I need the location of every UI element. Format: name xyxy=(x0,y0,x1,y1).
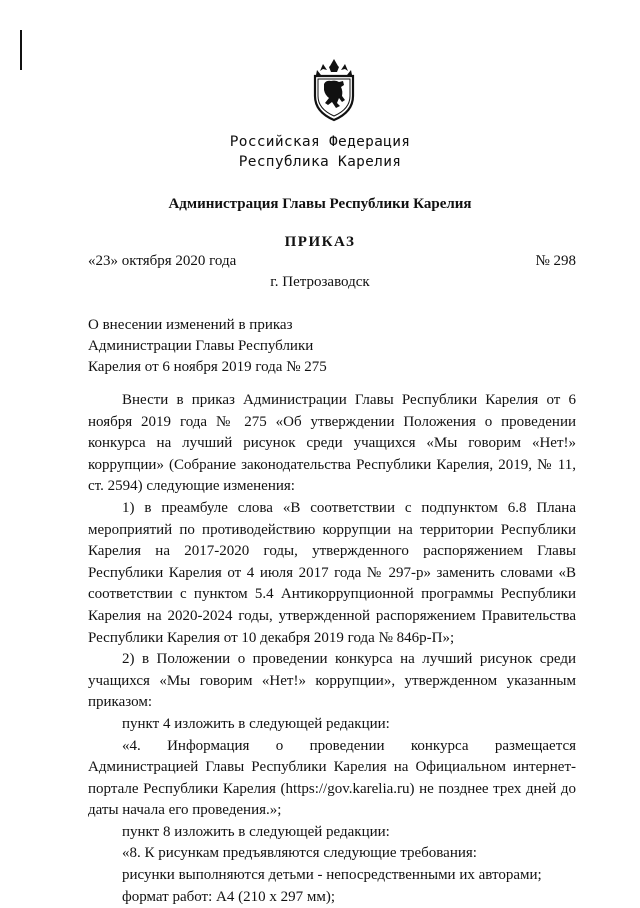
document-date: «23» октября 2020 года xyxy=(88,253,237,269)
document-number: № 298 xyxy=(535,253,576,269)
body-paragraph: 1) в преамбуле слова «В соответствии с подпунктом 6.8 Плана мероприятий по противодействию коррупции на территории Республики Карелия на 2017-2020 годы, утвержденного распоряжением Главы Республики Карелия от 4 июля 2017 года № 297-р» заменить словами «В соответствии с пунктом 5.4 Антикоррупционной программы Республики Карелия на 2020-2024 годы, утвержденной распоряжением Правительства Республики Карелия от 10 декабря 2019 года № 846р-П»; xyxy=(88,499,576,646)
body-paragraph: «4. Информация о проведении конкурса размещается Администрацией Главы Республики Карелия на Официальном интернет-портале Республики Карелия (https://gov.karelia.ru) не позднее трех дней до даты начала его проведения.»; xyxy=(88,737,576,819)
subject-line: Администрации Главы Республики xyxy=(88,338,314,354)
document-type: ПРИКАЗ xyxy=(284,234,356,250)
document-subject xyxy=(88,315,327,378)
body-paragraph: «8. К рисункам предъявляются следующие требования: xyxy=(122,845,477,862)
body-paragraph: пункт 4 изложить в следующей редакции: xyxy=(122,715,390,732)
body-paragraph: 2) в Положении о проведении конкурса на лучший рисунок среди учащихся «Мы говорим «Нет!» коррупции», утвержденном указанным приказом: xyxy=(88,651,576,711)
body-paragraph: рисунки выполняются детьми - непосредственными их авторами; xyxy=(122,867,542,884)
coat-of-arms-icon xyxy=(309,58,359,122)
document-body xyxy=(88,390,576,908)
subject-line: Карелия от 6 ноября 2019 года № 275 xyxy=(88,359,327,375)
organization-name: Администрация Главы Республики Карелия xyxy=(168,196,472,212)
body-paragraph: пункт 8 изложить в следующей редакции: xyxy=(122,823,390,840)
body-paragraph: Внести в приказ Администрации Главы Республики Карелия от 6 ноября 2019 года № 275 «Об утверждении Положения о проведении конкурса на лучший рисунок среди учащихся «Мы говорим «Нет!» коррупции» (Собрание законодательства Республики Карелия, 2019, № 11, ст. 2594) следующие изменения: xyxy=(88,392,576,495)
country-name: Российская Федерация xyxy=(229,134,411,150)
body-paragraph: формат работ: А4 (210 х 297 мм); xyxy=(122,888,335,905)
republic-name: Республика Карелия xyxy=(238,154,402,170)
document-city: г. Петрозаводск xyxy=(270,274,370,290)
margin-mark xyxy=(20,30,22,70)
subject-line: О внесении изменений в приказ xyxy=(88,317,293,333)
